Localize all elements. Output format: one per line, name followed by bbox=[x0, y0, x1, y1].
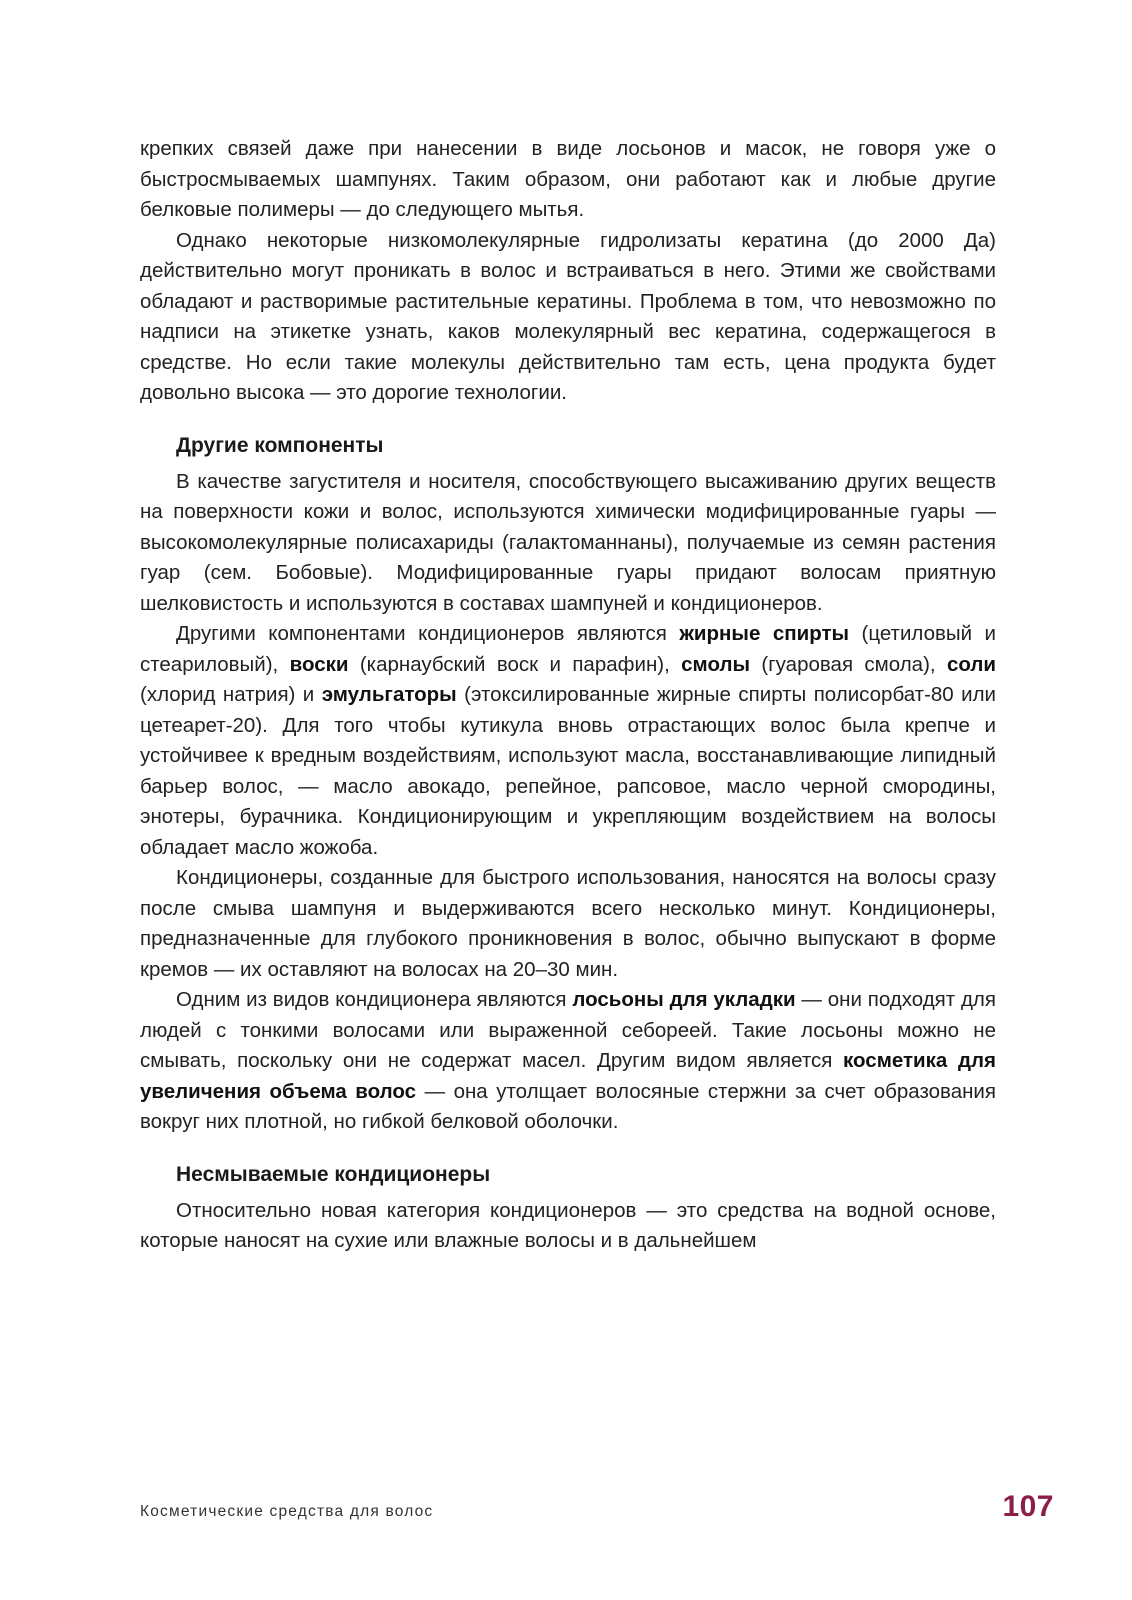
intro-section bbox=[140, 134, 996, 409]
text-run: — она утолщает волосяные стержни за счет образования вокруг них плотной, но гибкой белковой оболочки. bbox=[140, 1079, 996, 1133]
other-components-section bbox=[140, 467, 996, 1138]
text-run: Одним из видов кондиционера являются bbox=[176, 988, 573, 1011]
bold-term: смолы bbox=[681, 652, 750, 676]
text-run: (карнаубский воск и парафин), bbox=[348, 652, 682, 676]
text-run: (цетиловый и стеариловый), bbox=[140, 622, 996, 676]
text-run: (этоксилированные жирные спирты полисорбат-80 или цетеарет-20). Для того чтобы кутикула вновь отрастающих волос была крепче и устойчивее к вредным воздействиям, используют масла, восстанавливающие липидный барьер волос, — масло авокадо, репейное, рапсовое, масло черной смородины, энотеры, бурачника. Кондиционирующим и укрепляющим воздействием на волосы обладает масло жожоба. bbox=[140, 683, 997, 859]
bold-term: лосьоны для укладки bbox=[572, 988, 796, 1011]
text-run: (гуаровая смола), bbox=[750, 652, 947, 676]
text-run: — они подходят для людей с тонкими волосами или выраженной себореей. Такие лосьоны можно не смывать, поскольку они не содержат масел. Другим видом является bbox=[140, 988, 996, 1072]
bold-term: жирные спирты bbox=[679, 622, 850, 645]
text-run: крепких связей даже при нанесении в виде лосьонов и масок, не говоря уже о быстросмываемых шампунях. Таким образом, они работают как и любые другие белковые полимеры — до следующего мытья. bbox=[140, 137, 996, 221]
text-run: Кондиционеры, созданные для быстрого использования, наносятся на волосы сразу после смыва шампуня и выдерживаются всего несколько минут. Кондиционеры, предназначенные для глубокого проникновения в волос, обычно выпускают в форме кремов — их оставляют на волосах на 20–30 мин. bbox=[140, 866, 996, 981]
leave-in-section bbox=[140, 1196, 996, 1257]
paragraph bbox=[140, 226, 996, 409]
paragraph bbox=[140, 134, 996, 226]
text-run: (хлорид натрия) и bbox=[140, 683, 322, 706]
page-number: 107 bbox=[1002, 1490, 1054, 1523]
paragraph bbox=[140, 985, 996, 1138]
section-heading-other-components: Другие компоненты bbox=[176, 433, 384, 457]
paragraph bbox=[140, 467, 996, 620]
page-body bbox=[140, 134, 996, 1257]
paragraph bbox=[140, 619, 996, 863]
section-heading-leave-in-conditioners: Несмываемые кондиционеры bbox=[176, 1162, 491, 1186]
bold-term: эмульгаторы bbox=[321, 683, 457, 706]
text-run: Однако некоторые низкомолекулярные гидролизаты кератина (до 2000 Да) действительно могут проникать в волос и встраиваться в него. Этими же свойствами обладают и растворимые растительные кератины. Проблема в том, что невозможно по надписи на этикетке узнать, каков молекулярный вес кератина, содержащегося в средстве. Но если такие молекулы действительно там есть, цена продукта будет довольно высока — это дорогие технологии. bbox=[140, 228, 996, 404]
paragraph bbox=[140, 863, 996, 985]
text-run: Относительно новая категория кондиционеров — это средства на водной основе, которые наносят на сухие или влажные волосы и в дальнейшем bbox=[140, 1198, 996, 1252]
text-run: В качестве загустителя и носителя, способствующего высаживанию других веществ на поверхности кожи и волос, используются химически модифицированные гуары — высокомолекулярные полисахариды (галактоманнаны), получаемые из семян растения гуар (сем. Бобовые). Модифицированные гуары придают волосам приятную шелковистость и используются в составах шампуней и кондиционеров. bbox=[140, 469, 996, 615]
bold-term: воски bbox=[289, 652, 349, 676]
bold-term: соли bbox=[946, 652, 997, 676]
paragraph bbox=[140, 1196, 996, 1257]
bold-term: косметика для увеличения объема волос bbox=[140, 1049, 996, 1103]
text-run: Другими компонентами кондиционеров являются bbox=[176, 622, 680, 645]
running-title: Косметические средства для волос bbox=[140, 1503, 434, 1520]
